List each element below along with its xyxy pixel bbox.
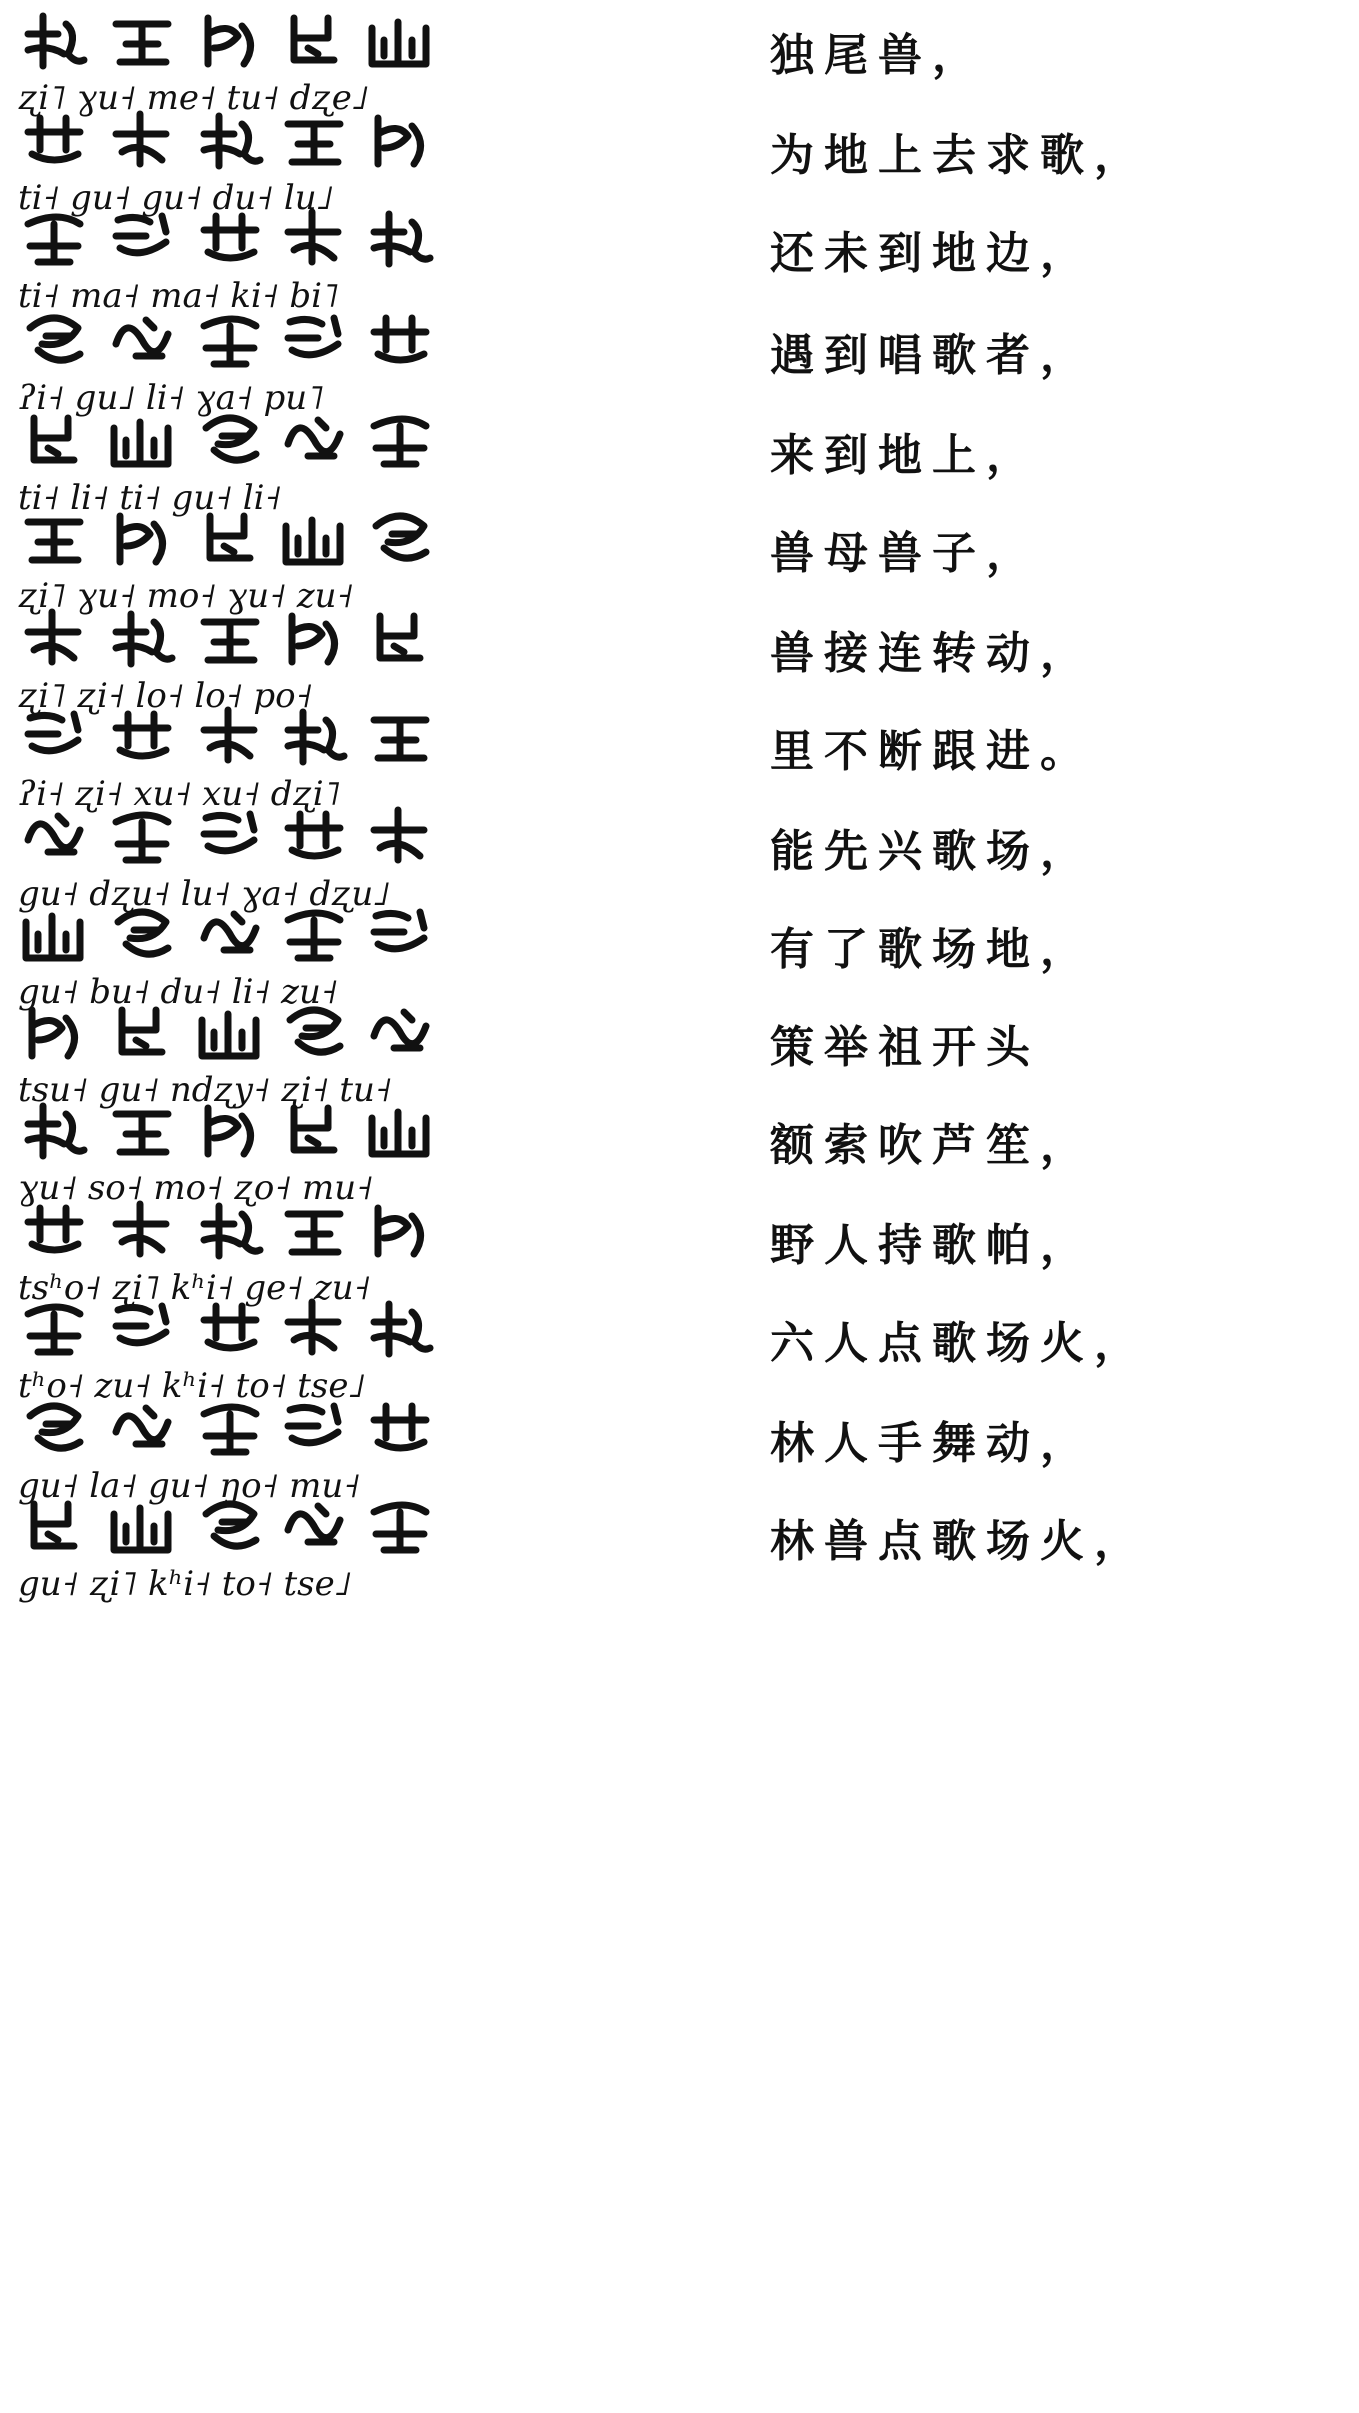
- handwritten-script-block: [18, 1486, 448, 1636]
- script-glyph: [18, 1392, 90, 1464]
- script-glyph: [18, 404, 90, 476]
- script-glyph: [194, 104, 266, 176]
- script-glyph: [106, 1194, 178, 1266]
- chinese-translation: 策举祖开头: [770, 1022, 1040, 1073]
- script-glyph: [278, 104, 350, 176]
- script-glyph: [106, 1490, 178, 1562]
- romanization-line: tsu˧ gu˧ ndʐy˧ ʐi˧ tu˧: [18, 1070, 392, 1110]
- script-glyph: [194, 1194, 266, 1266]
- script-glyph: [278, 202, 350, 274]
- script-glyph: [18, 1490, 90, 1562]
- script-glyph: [106, 602, 178, 674]
- script-glyph: [106, 898, 178, 970]
- script-glyph-row: [18, 1194, 448, 1266]
- script-glyph: [278, 502, 350, 574]
- romanization-line: ti˧ ma˧ ma˧ ki˧ bi˥: [18, 276, 339, 316]
- script-glyph: [18, 898, 90, 970]
- script-glyph: [278, 404, 350, 476]
- script-glyph: [18, 4, 90, 76]
- script-glyph: [364, 4, 436, 76]
- chinese-translation: 野人持歌帕，: [770, 1220, 1094, 1271]
- romanization-line: gu˧ bu˧ du˧ li˧ zu˧: [18, 972, 338, 1012]
- chinese-translation: 来到地上，: [770, 430, 1040, 481]
- chinese-translation: 六人点歌场火，: [770, 1318, 1148, 1369]
- script-glyph: [106, 1094, 178, 1166]
- script-glyph-row: [18, 404, 448, 476]
- romanization-line: ʐi˥ ʐi˧ lo˧ lo˧ po˧: [18, 676, 313, 716]
- script-glyph: [364, 700, 436, 772]
- script-glyph: [18, 800, 90, 872]
- script-glyph: [364, 602, 436, 674]
- script-glyph: [18, 602, 90, 674]
- verse-line: [0, 1486, 1359, 1636]
- script-glyph: [194, 4, 266, 76]
- script-glyph: [106, 104, 178, 176]
- romanization-line: ti˧ gu˧ gu˧ du˧ lu˩: [18, 178, 334, 218]
- script-glyph-row: [18, 800, 448, 872]
- script-glyph: [194, 800, 266, 872]
- chinese-translation: 额索吹芦笙，: [770, 1120, 1094, 1171]
- script-glyph: [364, 502, 436, 574]
- script-glyph: [194, 502, 266, 574]
- script-glyph: [364, 996, 436, 1068]
- script-glyph-row: [18, 700, 448, 772]
- script-glyph-row: [18, 4, 448, 76]
- romanization-line: gu˧ ʐi˥ kʰi˧ to˧ tse˩: [18, 1564, 352, 1604]
- script-glyph: [364, 898, 436, 970]
- script-glyph: [194, 1490, 266, 1562]
- script-glyph: [18, 1292, 90, 1364]
- script-glyph: [278, 1194, 350, 1266]
- script-glyph: [278, 1490, 350, 1562]
- script-glyph: [106, 4, 178, 76]
- romanization-line: ʔi˧ ʐi˧ xu˧ xu˧ dʐi˥: [18, 774, 341, 814]
- romanization-line: tsʰo˧ ʐi˥ kʰi˧ ge˧ zu˧: [18, 1268, 371, 1308]
- script-glyph: [106, 404, 178, 476]
- script-glyph: [18, 1194, 90, 1266]
- script-glyph-row: [18, 202, 448, 274]
- script-glyph-row: [18, 1490, 448, 1562]
- chinese-translation: 有了歌场地，: [770, 924, 1094, 975]
- script-glyph: [278, 602, 350, 674]
- romanization-line: ʔi˧ gu˩ li˧ ɣa˧ pu˥: [18, 378, 324, 418]
- script-glyph: [194, 1392, 266, 1464]
- chinese-translation: 遇到唱歌者，: [770, 330, 1094, 381]
- script-glyph: [364, 1094, 436, 1166]
- script-glyph-row: [18, 602, 448, 674]
- chinese-translation: 兽接连转动，: [770, 628, 1094, 679]
- script-glyph-row: [18, 304, 448, 376]
- script-glyph: [194, 202, 266, 274]
- script-glyph: [194, 602, 266, 674]
- romanization-line: gu˧ la˧ gu˧ ŋo˧ mu˧: [18, 1466, 361, 1506]
- script-glyph-row: [18, 1094, 448, 1166]
- chinese-translation: 能先兴歌场，: [770, 826, 1094, 877]
- script-glyph: [106, 996, 178, 1068]
- script-glyph-row: [18, 104, 448, 176]
- script-glyph: [364, 202, 436, 274]
- chinese-translation: 为地上去求歌，: [770, 130, 1148, 181]
- chinese-translation: 独尾兽，: [770, 30, 986, 81]
- script-glyph: [18, 202, 90, 274]
- romanization-line: gu˧ dʐu˧ lu˧ ɣa˧ dʐu˩: [18, 874, 391, 914]
- script-glyph: [194, 898, 266, 970]
- script-glyph: [278, 700, 350, 772]
- script-glyph: [106, 304, 178, 376]
- chinese-translation: 林人手舞动，: [770, 1418, 1094, 1469]
- script-glyph: [106, 502, 178, 574]
- script-glyph-row: [18, 1292, 448, 1364]
- script-glyph: [194, 996, 266, 1068]
- romanization-line: ʐi˥ ɣu˧ me˧ tu˧ dʐe˩: [18, 78, 369, 118]
- script-glyph: [278, 1094, 350, 1166]
- romanization-line: ʐi˥ ɣu˧ mo˧ ɣu˧ zu˧: [18, 576, 354, 616]
- script-glyph-row: [18, 898, 448, 970]
- script-glyph: [18, 304, 90, 376]
- script-glyph: [278, 1392, 350, 1464]
- script-glyph: [18, 1094, 90, 1166]
- script-glyph: [364, 404, 436, 476]
- chinese-translation: 里不断跟进。: [770, 726, 1094, 777]
- script-glyph: [278, 304, 350, 376]
- script-glyph: [106, 700, 178, 772]
- script-glyph-row: [18, 1392, 448, 1464]
- romanization-line: tʰo˧ zu˧ kʰi˧ to˧ tse˩: [18, 1366, 366, 1406]
- script-glyph: [18, 104, 90, 176]
- script-glyph: [364, 304, 436, 376]
- script-glyph-row: [18, 502, 448, 574]
- script-glyph: [364, 1490, 436, 1562]
- chinese-translation: 兽母兽子，: [770, 528, 1040, 579]
- script-glyph: [364, 1194, 436, 1266]
- romanization-line: ɣu˧ so˧ mo˧ ʐo˧ mu˧: [18, 1168, 373, 1208]
- script-glyph: [278, 4, 350, 76]
- script-glyph: [364, 1292, 436, 1364]
- script-glyph-row: [18, 996, 448, 1068]
- script-glyph: [364, 800, 436, 872]
- script-glyph: [194, 404, 266, 476]
- script-glyph: [18, 700, 90, 772]
- script-glyph: [194, 304, 266, 376]
- script-glyph: [18, 502, 90, 574]
- script-glyph: [106, 1392, 178, 1464]
- script-glyph: [278, 800, 350, 872]
- script-glyph: [106, 202, 178, 274]
- chinese-translation: 林兽点歌场火，: [770, 1516, 1148, 1567]
- script-glyph: [18, 996, 90, 1068]
- script-glyph: [278, 898, 350, 970]
- script-glyph: [106, 1292, 178, 1364]
- script-glyph: [106, 800, 178, 872]
- script-glyph: [194, 1094, 266, 1166]
- script-glyph: [278, 1292, 350, 1364]
- script-glyph: [194, 700, 266, 772]
- script-glyph: [194, 1292, 266, 1364]
- script-glyph: [364, 1392, 436, 1464]
- script-glyph: [364, 104, 436, 176]
- script-glyph: [278, 996, 350, 1068]
- chinese-translation: 还未到地边，: [770, 228, 1094, 279]
- romanization-line: ti˧ li˧ ti˧ gu˧ li˧: [18, 478, 282, 518]
